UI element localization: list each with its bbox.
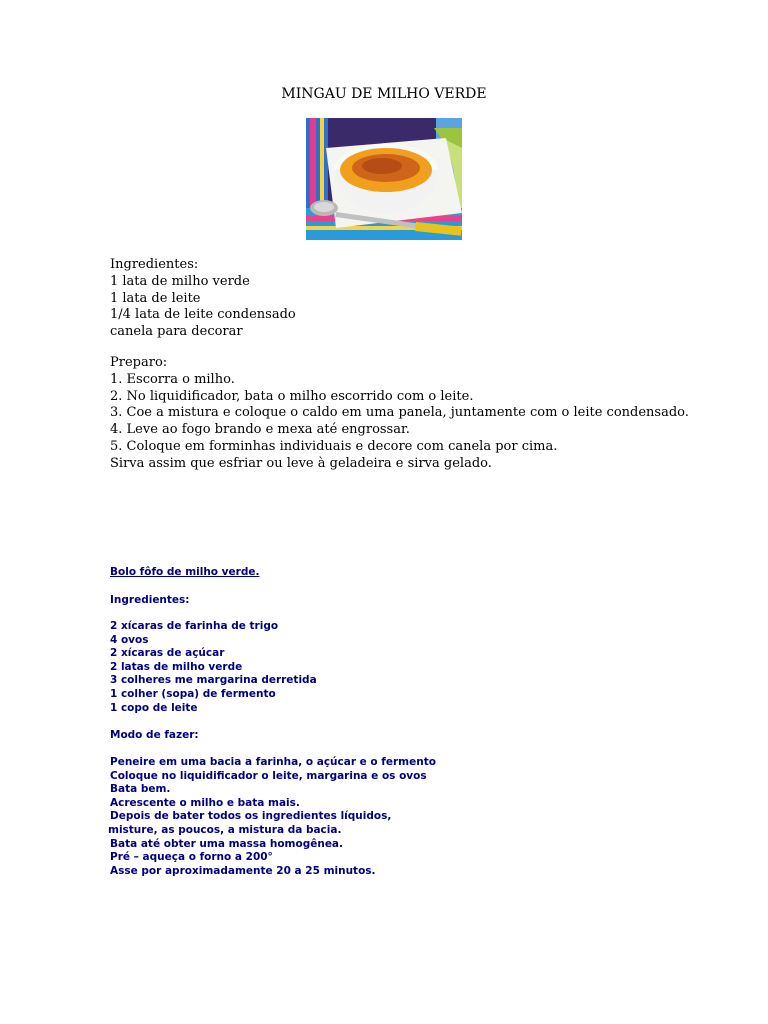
bolo-ingredient-item: 2 xícaras de açúcar [110, 647, 225, 660]
bolo-step: Pré – aqueça o forno a 200° [110, 851, 273, 864]
bolo-ingredient-item: 4 ovos [110, 633, 149, 646]
mingau-ingredients [110, 257, 296, 341]
bolo-ingredients-heading: Ingredientes: [110, 594, 190, 606]
bolo-step: misture, as poucos, a mistura da bacia. [108, 823, 342, 836]
bolo-step: Acrescente o milho e bata mais. [110, 796, 300, 809]
ingredients-heading: Ingredientes: [110, 257, 199, 272]
ingredient-item: canela para decorar [110, 324, 243, 340]
preparo-step: Sirva assim que esfriar ou leve à geladeira e sirva gelado. [110, 455, 492, 471]
ingredient-item: 1/4 lata de leite condensado [110, 307, 296, 323]
mingau-title: MINGAU DE MILHO VERDE [281, 86, 487, 102]
bolo-title-link[interactable]: Bolo fôfo de milho verde. [110, 566, 260, 578]
bolo-ingredient-item: 2 latas de milho verde [110, 660, 243, 673]
bolo-ingredient-item: 1 copo de leite [110, 701, 198, 714]
bolo-step: Bata até obter uma massa homogênea. [110, 837, 344, 850]
bolo-ingredient-item: 2 xícaras de farinha de trigo [110, 620, 279, 632]
bolo-step: Coloque no liquidificador o leite, margarina e os ovos [110, 769, 427, 782]
preparo-step: 2. No liquidificador, bata o milho escorrido com o leite. [110, 388, 474, 404]
bolo-step: Depois de bater todos os ingredientes líquidos, [110, 810, 392, 823]
mingau-preparo [110, 355, 689, 473]
bolo-ingredients [110, 620, 317, 715]
bolo-ingredient-item: 1 colher (sopa) de fermento [110, 687, 276, 700]
preparo-heading: Preparo: [110, 355, 168, 370]
ingredient-item: 1 lata de milho verde [110, 273, 250, 289]
preparo-step: 4. Leve ao fogo brando e mexa até engrossar. [110, 422, 410, 438]
bolo-ingredient-item: 3 colheres me margarina derretida [110, 674, 317, 687]
bolo-steps [110, 756, 436, 878]
porridge-bowl-image [306, 118, 462, 240]
ingredient-item: 1 lata de leite [110, 290, 201, 306]
bolo-modo-heading: Modo de fazer: [110, 729, 199, 741]
bolo-step: Bata bem. [110, 783, 171, 796]
preparo-step: 3. Coe a mistura e coloque o caldo em uma panela, juntamente com o leite condensado. [110, 405, 689, 421]
preparo-step: 5. Coloque em forminhas individuais e decore com canela por cima. [110, 438, 558, 454]
mingau-photo [306, 118, 462, 240]
preparo-step: 1. Escorra o milho. [110, 371, 235, 387]
bolo-step: Peneire em uma bacia a farinha, o açúcar e o fermento [110, 756, 436, 768]
bolo-step: Asse por aproximadamente 20 a 25 minutos. [110, 864, 376, 877]
